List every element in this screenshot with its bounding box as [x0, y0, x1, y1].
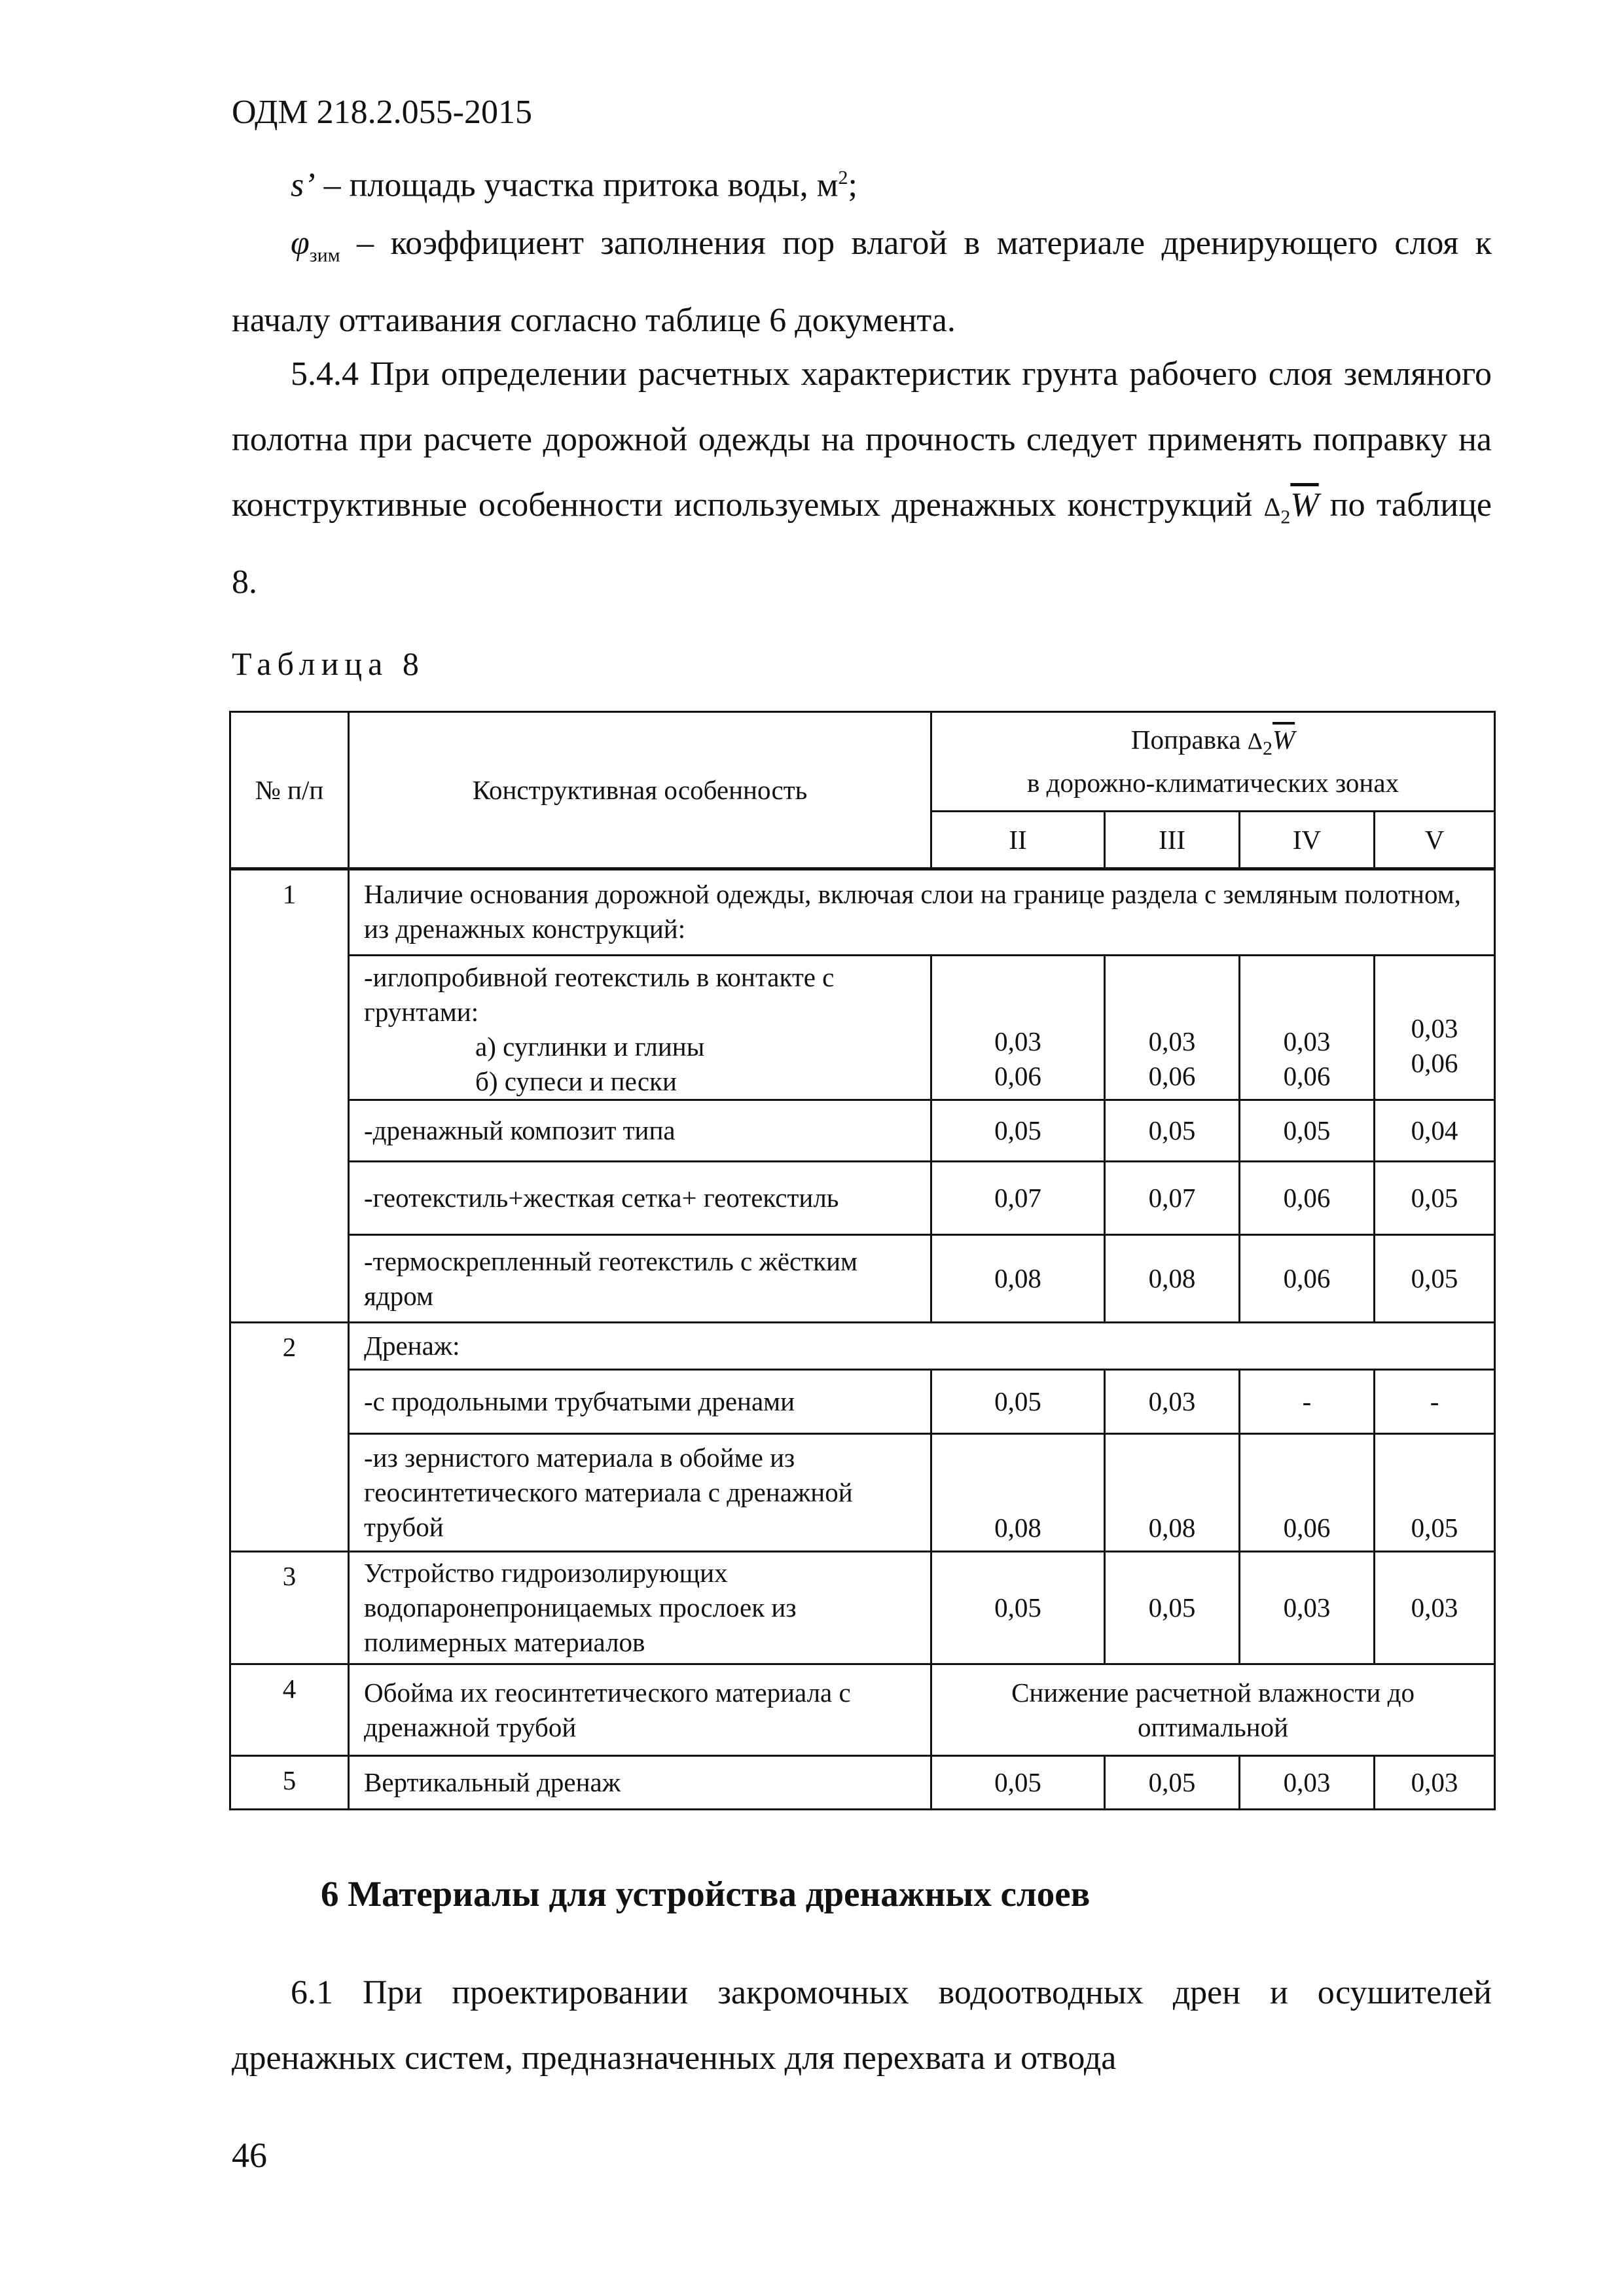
paragraph-5-4-4: [232, 342, 1492, 615]
zone-header: III: [1105, 812, 1240, 869]
table-cell-value: 0,05: [931, 1756, 1105, 1810]
phi-text: – коэффициент заполнения пор влагой в материале дренирующего слоя к началу оттаивания согласно таблице 6 документа.: [232, 224, 1492, 340]
value-line: 0,06: [1148, 1061, 1196, 1091]
paragraph-s-prime: [232, 145, 1492, 218]
table-cell-value: 0,05: [1375, 1434, 1495, 1552]
section-title: 6 Материалы для устройства дренажных слоев: [321, 1874, 1091, 1914]
table-cell-value: 0,07: [931, 1162, 1105, 1235]
table-cell-value: 0,04: [1375, 1100, 1495, 1162]
table-cell-value: 0,05: [1105, 1552, 1240, 1664]
table-cell-label: -из зернистого материала в обойме из геосинтетического материала с дренажной трубой: [349, 1434, 931, 1552]
table-cell-value: 0,06: [1240, 1162, 1375, 1235]
delta-symbol: Δ: [1263, 492, 1281, 522]
value-line: 0,03: [1283, 1026, 1331, 1056]
header-zones-label: в дорожно-климатических зонах: [1026, 768, 1399, 798]
table-cell-label: Обойма их геосинтетического материала с дренажной трубой: [349, 1664, 931, 1756]
row-number: 3: [230, 1552, 349, 1664]
group-title: Дренаж:: [349, 1323, 1495, 1370]
table-cell-value: 0,07: [1105, 1162, 1240, 1235]
group-title: Наличие основания дорожной одежды, включая слои на границе раздела с земляным полотном, из дренажных конструкций:: [349, 869, 1495, 956]
table-cell-label: -дренажный композит типа: [349, 1100, 931, 1162]
value-line: 0,03: [994, 1026, 1041, 1056]
table-cell-label: Устройство гидроизолирующих водопаронепроницаемых прослоек из полимерных материалов: [349, 1552, 931, 1664]
header-number: № п/п: [230, 712, 349, 869]
header-correction: [931, 712, 1495, 812]
table-cell-value: 0,08: [1105, 1235, 1240, 1323]
table-cell-label: -геотекстиль+жесткая сетка+ геотекстиль: [349, 1162, 931, 1235]
table-cell-value: 0,03: [1240, 1552, 1375, 1664]
header-delta-subscript: 2: [1262, 738, 1272, 760]
table-cell-value: -: [1375, 1370, 1495, 1434]
p544-text-part2: по таблице 8.: [232, 486, 1492, 601]
table-cell-value: 0,03: [1375, 1552, 1495, 1664]
row-label-line: -иглопробивной геотекстиль в контакте с грунтами:: [364, 962, 835, 1027]
paragraph-phi: [232, 211, 1492, 353]
header-correction-label: Поправка: [1130, 724, 1241, 755]
value-line: 0,06: [994, 1061, 1041, 1091]
value-line: 0,06: [1411, 1048, 1458, 1078]
table-cell-value: [1240, 956, 1375, 1100]
p61-text: 6.1 При проектировании закромочных водоотводных дрен и осушителей дренажных систем, предназначенных для перехвата и отвода: [232, 1974, 1492, 2077]
row-number: 2: [230, 1323, 349, 1552]
s-prime-text: – площадь участка притока воды, м: [315, 166, 839, 204]
table-cell-value: 0,05: [1105, 1756, 1240, 1810]
table-cell-value: 0,05: [1105, 1100, 1240, 1162]
row-number: 1: [230, 869, 349, 1323]
row-label-line: а) суглинки и глины: [475, 1031, 705, 1062]
table-cell-value: 0,03: [1240, 1756, 1375, 1810]
phi-symbol: φ: [291, 224, 310, 262]
value-line: 0,06: [1283, 1061, 1331, 1091]
table-cell-value: 0,05: [1240, 1100, 1375, 1162]
document-code: ОДМ 218.2.055-2015: [232, 94, 532, 131]
table-cell-label: -с продольными трубчатыми дренами: [349, 1370, 931, 1434]
table-cell-value: 0,03: [1105, 1370, 1240, 1434]
row-number: 5: [230, 1756, 349, 1810]
header-delta-symbol: Δ: [1247, 727, 1263, 754]
value-line: 0,03: [1411, 1013, 1458, 1043]
table-cell-value: 0,05: [931, 1370, 1105, 1434]
s-prime-symbol: s’: [291, 166, 316, 204]
w-symbol: $\overline{W}$: [1290, 486, 1319, 524]
zone-header: V: [1375, 812, 1495, 869]
phi-subscript: зим: [309, 244, 340, 266]
page-number: 46: [232, 2136, 267, 2175]
delta-subscript: 2: [1280, 506, 1291, 528]
zone-header: II: [931, 812, 1105, 869]
table-cell-value: Снижение расчетной влажности до оптимальной: [931, 1664, 1495, 1756]
table-cell-value: -: [1240, 1370, 1375, 1434]
table-cell-value: 0,08: [931, 1235, 1105, 1323]
s-prime-unit-power: 2: [838, 167, 848, 188]
table-cell-value: 0,08: [1105, 1434, 1240, 1552]
correction-table: [229, 711, 1496, 1810]
row-number: 4: [230, 1664, 349, 1756]
table-cell-value: 0,06: [1240, 1235, 1375, 1323]
table-cell-value: [931, 956, 1105, 1100]
table-cell-label: -термоскрепленный геотекстиль с жёстким ядром: [349, 1235, 931, 1323]
table-cell-value: 0,03: [1375, 1756, 1495, 1810]
table-cell-value: 0,06: [1240, 1434, 1375, 1552]
table-cell-value: 0,05: [1375, 1162, 1495, 1235]
paragraph-6-1: [232, 1960, 1492, 2091]
table-cell-value: 0,08: [931, 1434, 1105, 1552]
s-prime-end: ;: [848, 166, 857, 204]
table-cell-value: 0,05: [931, 1552, 1105, 1664]
table-caption: Таблица 8: [232, 645, 425, 682]
zone-header: IV: [1240, 812, 1375, 869]
p544-text-part1: 5.4.4 При определении расчетных характеристик грунта рабочего слоя земляного полотна при расчете дорожной одежды на прочность следует применять поправку на конструктивные особенности используемых дренажных конструкций: [232, 355, 1492, 524]
header-w-symbol: $\overline{W}$: [1272, 724, 1295, 755]
table-cell-value: [1105, 956, 1240, 1100]
value-line: 0,03: [1148, 1026, 1196, 1056]
table-cell-value: 0,05: [1375, 1235, 1495, 1323]
header-feature: Конструктивная особенность: [349, 712, 931, 869]
row-label-line: б) супеси и пески: [475, 1066, 677, 1096]
table-cell-value: [1375, 956, 1495, 1100]
table-cell-label: Вертикальный дренаж: [349, 1756, 931, 1810]
table-cell-label: [349, 956, 931, 1100]
table-cell-value: 0,05: [931, 1100, 1105, 1162]
